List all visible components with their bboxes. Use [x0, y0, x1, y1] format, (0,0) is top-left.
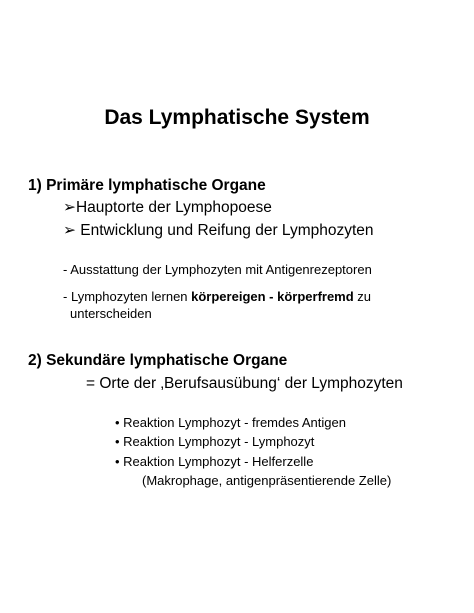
bullet-entwicklung: ➢ Entwicklung und Reifung der Lymphozyten [63, 222, 374, 239]
section-2-subtitle: = Orte der ‚Berufsausübung‘ der Lymphozyten [86, 375, 403, 392]
note-lernen-prefix: - Lymphozyten lernen [63, 289, 192, 304]
page-title: Das Lymphatische System [104, 106, 370, 129]
bullet-lymphozyt: • Reaktion Lymphozyt - Lymphozyt [115, 434, 315, 449]
note-lernen-bold: körpereigen - körperfremd [191, 289, 354, 304]
note-lymphozyten-lernen [63, 289, 371, 304]
section-1-heading: 1) Primäre lymphatische Organe [28, 177, 266, 194]
note-lernen-suffix: zu [353, 289, 372, 304]
note-lernen-continuation: unterscheiden [70, 306, 152, 321]
bullet-helferzelle: • Reaktion Lymphozyt - Helferzelle [115, 454, 314, 469]
note-ausstattung: - Ausstattung der Lymphozyten mit Antigenrezeptoren [63, 262, 372, 277]
bullet-fremdes-antigen: • Reaktion Lymphozyt - fremdes Antigen [115, 415, 346, 430]
section-2-heading: 2) Sekundäre lymphatische Organe [28, 352, 288, 369]
bullet-hauptorte: ➢Hauptorte der Lymphopoese [63, 199, 272, 216]
bullet-helferzelle-continuation: (Makrophage, antigenpräsentierende Zelle) [142, 473, 392, 488]
